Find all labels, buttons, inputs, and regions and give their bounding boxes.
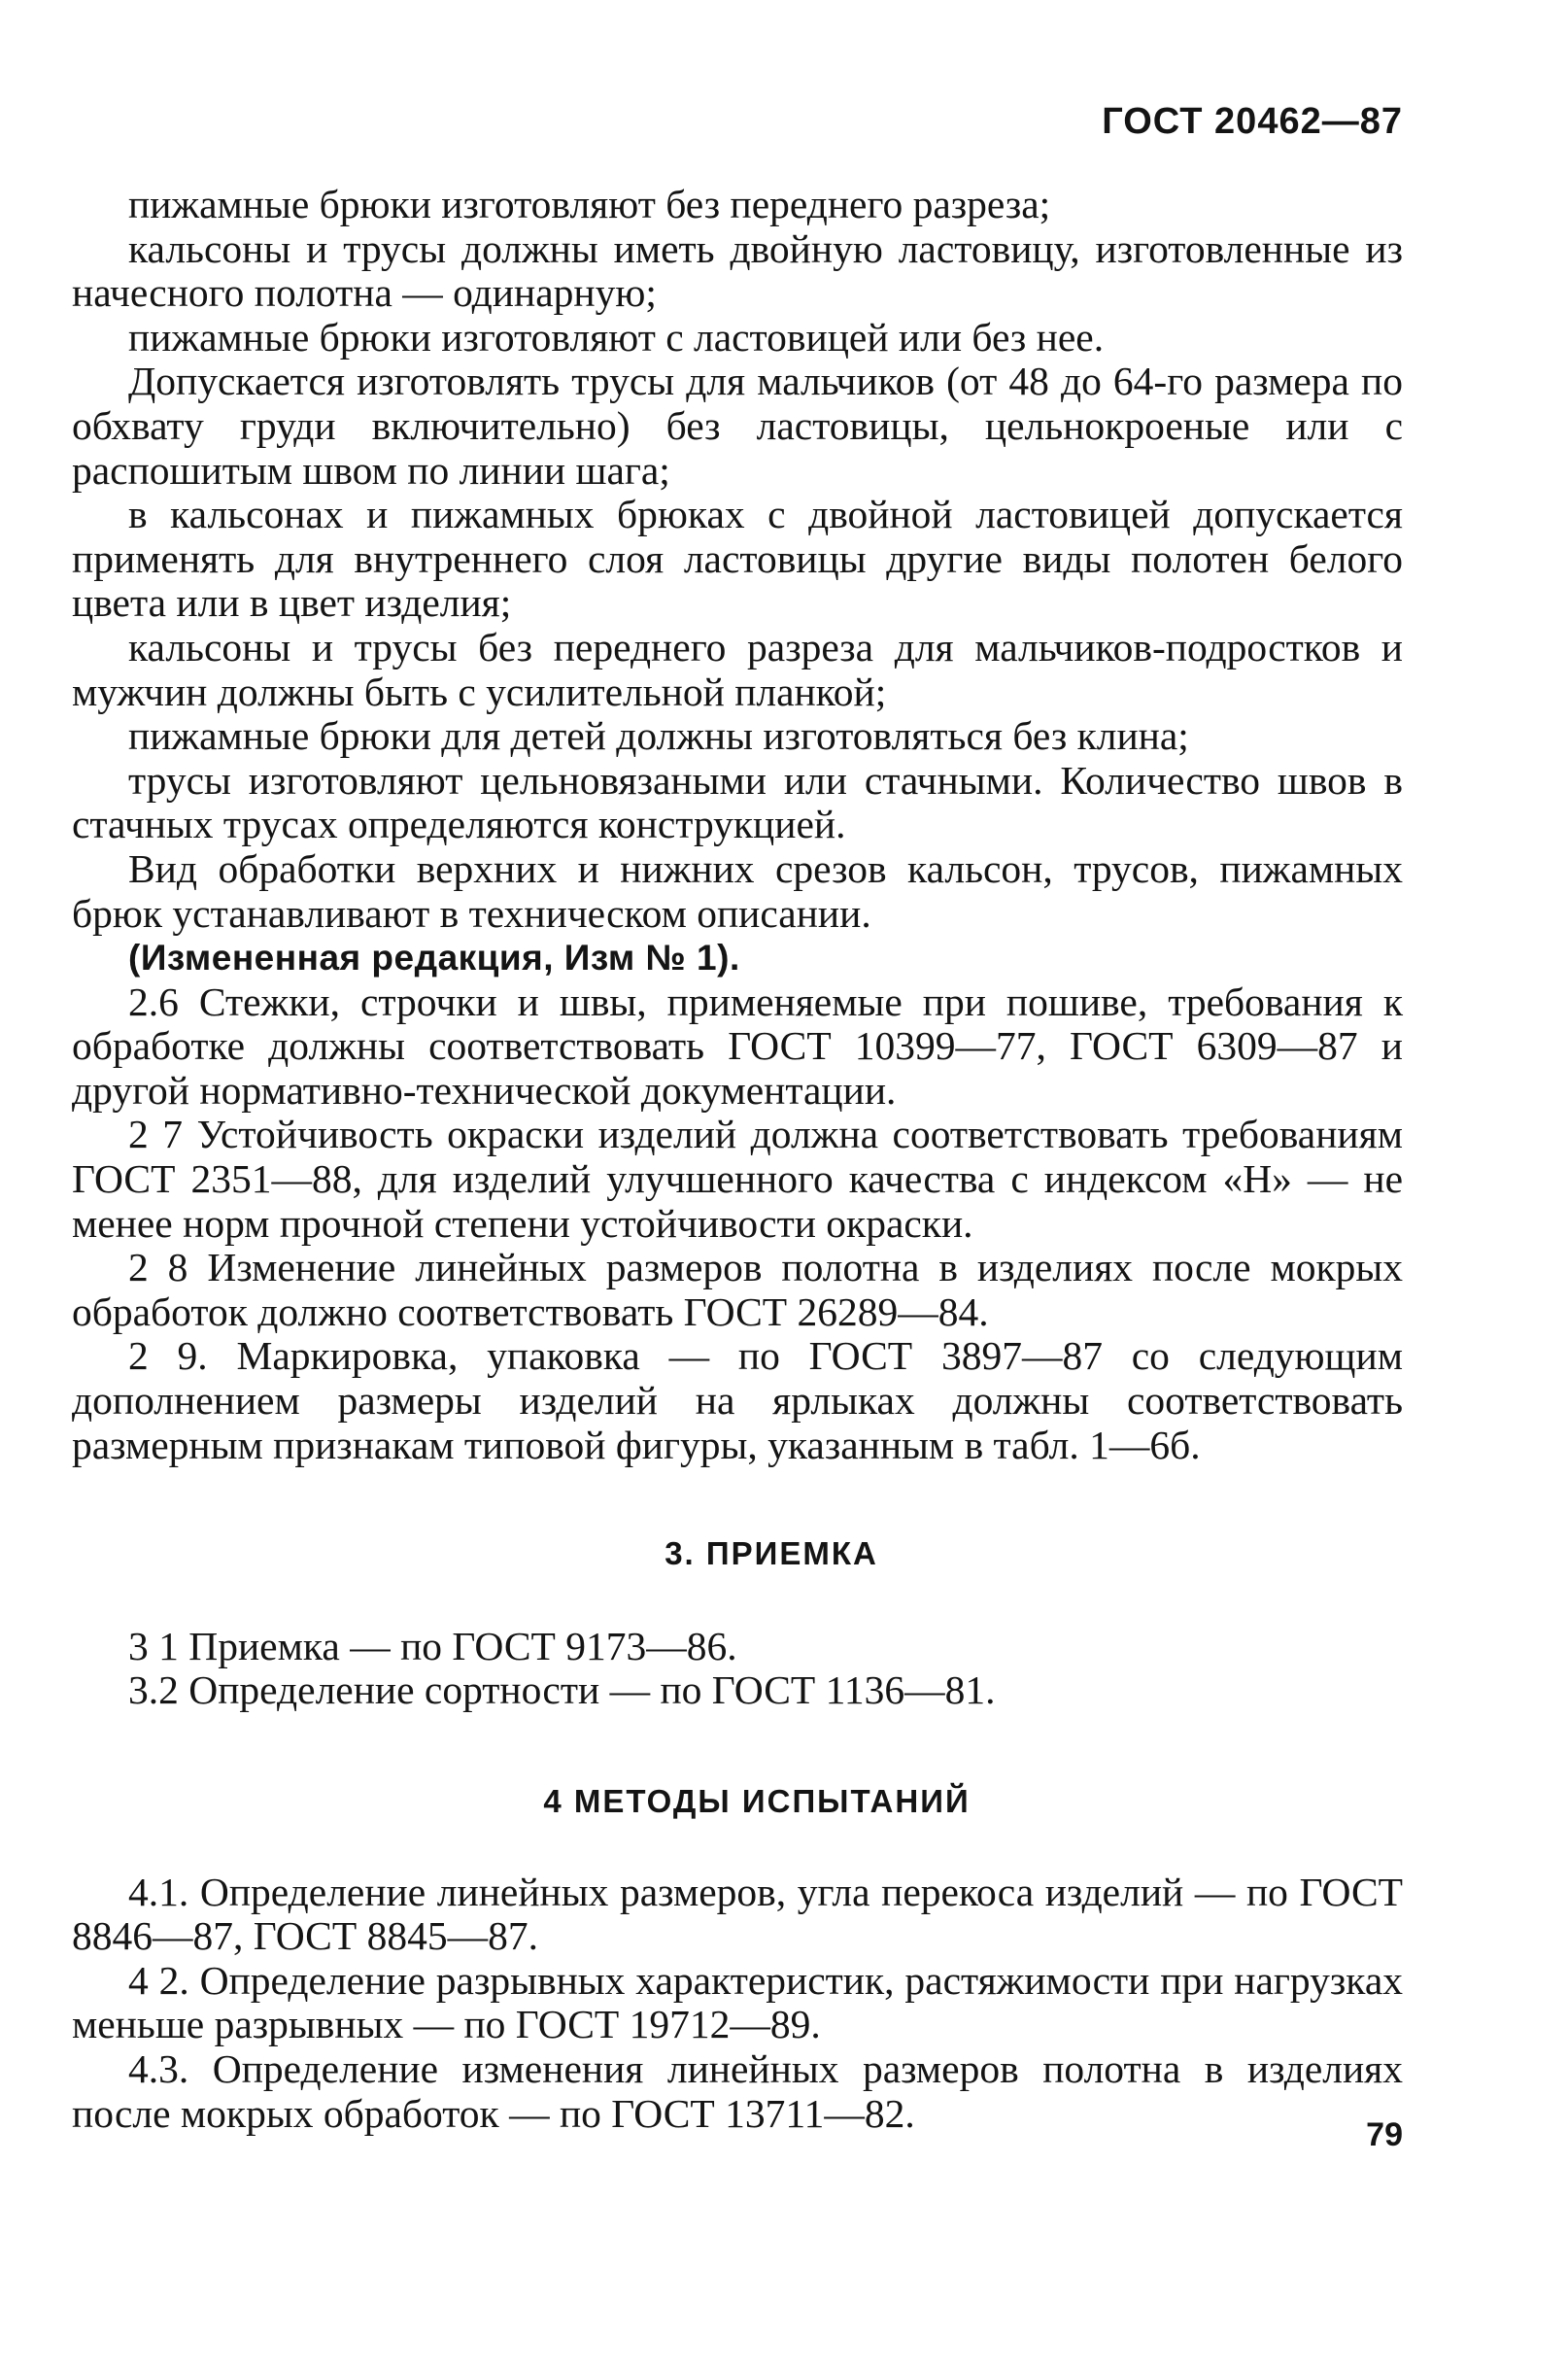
clause-2-8: 2 8 Изменение линейных размеров полотна в изделиях после мокрых обработок должно соответствовать ГОСТ 26289—84. xyxy=(72,1245,1403,1334)
section-4-title: 4 МЕТОДЫ ИСПЫТАНИЙ xyxy=(543,1783,971,1819)
paragraph: трусы изготовляют цельновязаными или стачными. Количество швов в стачных трусах определяются конструкцией. xyxy=(72,757,1403,847)
amendment-note: (Измененная редакция, Изм № 1). xyxy=(128,938,740,979)
clause-2-9: 2 9. Маркировка, упаковка — по ГОСТ 3897—87 со следующим дополнением размеры изделий на ярлыках должны соответствовать размерным признакам типовой фигуры, указанным в табл. 1—6б. xyxy=(72,1333,1403,1467)
page-number: 79 xyxy=(1366,2116,1403,2153)
paragraph: пижамные брюки изготовляют без переднего разреза; xyxy=(128,182,1051,226)
clause-2-7: 2 7 Устойчивость окраски изделий должна соответствовать требованиям ГОСТ 2351—88, для изделий улучшенного качества с индексом «Н» — не менее норм прочной степени устойчивости окраски. xyxy=(72,1112,1403,1246)
paragraph: кальсоны и трусы без переднего разреза для мальчиков-подростков и мужчин должны быть с усилительной планкой; xyxy=(72,624,1403,714)
paragraph: кальсоны и трусы должны иметь двойную ластовицу, изготовленные из начесного полотна — одинарную; xyxy=(72,225,1403,316)
paragraph: пижамные брюки для детей должны изготовляться без клина; xyxy=(128,713,1189,759)
paragraph: в кальсонах и пижамных брюках с двойной ластовицей допускается применять для внутреннего слоя ластовицы другие виды полотен белого цвета или в цвет изделия; xyxy=(72,492,1403,626)
clause-4-2: 4 2. Определение разрывных характеристик, растяжимости при нагрузках меньше разрывных — по ГОСТ 19712—89. xyxy=(72,1957,1403,2047)
clause-3-1: 3 1 Приемка — по ГОСТ 9173—86. xyxy=(128,1623,737,1668)
clause-4-1: 4.1. Определение линейных размеров, угла перекоса изделий — по ГОСТ 8846—87, ГОСТ 8845—87. xyxy=(72,1869,1403,1959)
paragraph: Вид обработки верхних и нижних срезов кальсон, трусов, пижамных брюк устанавливают в техническом описании. xyxy=(72,845,1403,936)
clause-4-3: 4.3. Определение изменения линейных размеров полотна в изделиях после мокрых обработок — по ГОСТ 13711—82. xyxy=(72,2045,1403,2136)
clause-3-2: 3.2 Определение сортности — по ГОСТ 1136—81. xyxy=(128,1667,996,1713)
clause-2-6: 2.6 Стежки, строчки и швы, применяемые при пошиве, требования к обработке должны соответствовать ГОСТ 10399—77, ГОСТ 6309—87 и другой нормативно-технической документации. xyxy=(72,979,1403,1113)
paragraph: пижамные брюки изготовляют с ластовицей или без нее. xyxy=(128,314,1105,360)
section-3-title: 3. ПРИЕМКА xyxy=(665,1535,878,1572)
standard-header: ГОСТ 20462—87 xyxy=(1102,101,1403,142)
document-body xyxy=(72,183,1403,2136)
paragraph: Допускается изготовлять трусы для мальчиков (от 48 до 64-го размера по обхвату груди включительно) без ластовицы, цельнокроеные или с распошитым швом по линии шага; xyxy=(72,359,1403,493)
